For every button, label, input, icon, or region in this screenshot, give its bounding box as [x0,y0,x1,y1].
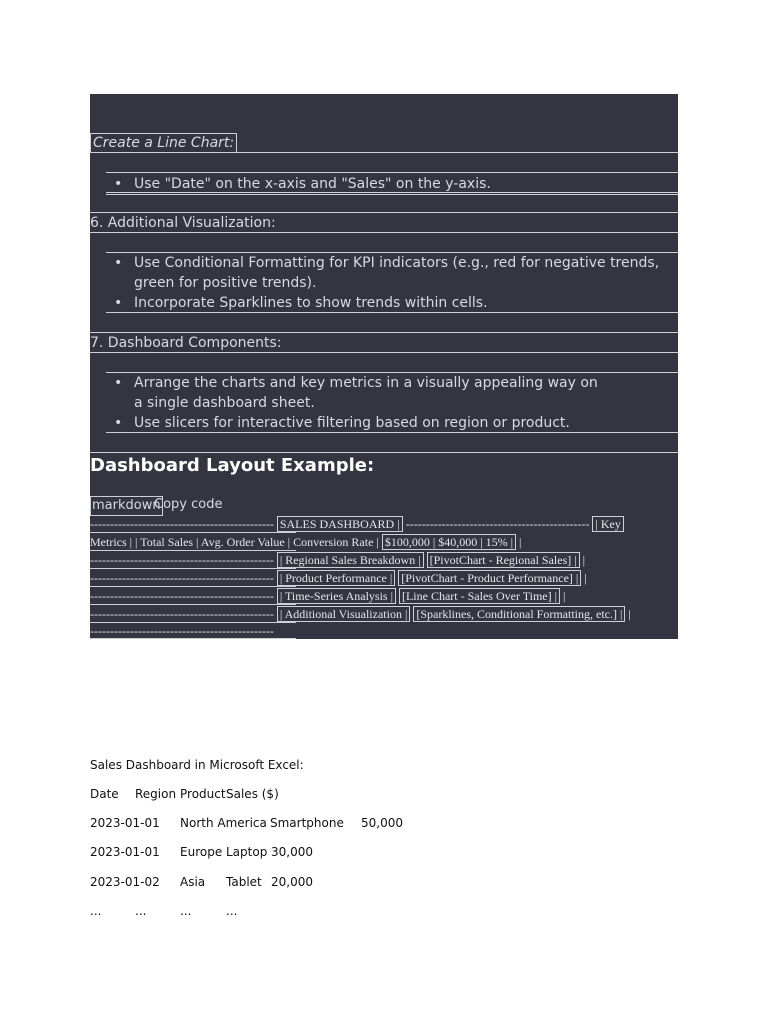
section-7-heading: 7. Dashboard Components: [90,335,282,351]
code-box: SALES DASHBOARD | [277,516,403,532]
code-box: [PivotChart - Product Performance] | [398,570,581,586]
code-line [90,570,587,586]
cell-region: Europe [180,845,223,859]
code-line [90,552,585,568]
code-text: Conversion Rate | [293,535,379,549]
dash-rule: ---------------------------------------------- [90,589,274,603]
code-line [90,606,631,622]
code-text: | [563,589,566,603]
dash-rule: ---------------------------------------------- [90,607,274,621]
cell-date: 2023-01-01 [90,845,160,859]
list-item: • Use slicers for interactive filtering based on region or product. [106,413,606,433]
dash-rule: ---------------------------------------------- [90,624,274,638]
column-header-sales: Sales ($) [226,787,279,801]
code-box: | Additional Visualization | [277,606,411,622]
cell-sales: 30,000 [271,845,313,859]
column-header-date: Date [90,787,119,801]
section-7-bullet-list [106,373,606,433]
code-line [90,534,521,550]
cell-product: Laptop [226,845,268,859]
code-text: | [584,571,587,585]
chat-response-panel [90,94,678,639]
code-box: [Sparklines, Conditional Formatting, etc.] | [413,606,625,622]
code-line [90,516,624,532]
list-item: • Use Conditional Formatting for KPI indicators (e.g., red for negative trends, green for positive trends). [106,253,674,293]
cell-ellipsis: ... [135,904,147,918]
dash-rule: ---------------------------------------------- [90,571,274,585]
dash-rule: ---------------------------------------------- [90,553,274,567]
code-text: | [519,535,522,549]
code-box: | Key [592,516,623,532]
cell-region: Asia [180,875,206,889]
code-language-label: markdown [90,496,163,516]
sample-title: Sales Dashboard in Microsoft Excel: [90,758,304,772]
cell-sales: 50,000 [361,816,403,830]
list-item: • Incorporate Sparklines to show trends within cells. [106,293,674,313]
dash-rule: ---------------------------------------------- [405,517,590,531]
code-text: | [628,607,631,621]
cell-date: 2023-01-01 [90,816,160,830]
code-line [90,588,565,604]
cell-product: Smartphone [270,816,344,830]
cell-ellipsis: ... [90,904,102,918]
column-header-region: Region [135,787,177,801]
dash-rule: ---------------------------------------------- [90,517,274,531]
cell-ellipsis: ... [226,904,238,918]
column-header-product: Product [180,787,226,801]
cell-sales: 20,000 [271,875,313,889]
section-6-heading: 6. Additional Visualization: [90,215,276,231]
code-box: | Time-Series Analysis | [277,588,396,604]
code-box: | Regional Sales Breakdown | [277,552,424,568]
code-box: [Line Chart - Sales Over Time] | [399,588,560,604]
code-text: | [582,553,586,567]
cell-product: Tablet [226,875,262,889]
section-6-bullet-list [106,253,674,313]
cell-region: North America [180,816,267,830]
code-box: | Product Performance | [277,570,395,586]
cell-date: 2023-01-02 [90,875,160,889]
layout-example-heading: Dashboard Layout Example: [90,455,375,476]
list-item: • Use "Date" on the x-axis and "Sales" on the y-axis. [106,174,678,194]
list-item: • Arrange the charts and key metrics in a visually appealing way on a single dashboard sheet. [106,373,606,413]
code-box: $100,000 | $40,000 | 15% | [382,534,516,550]
copy-code-button[interactable]: Copy code [154,497,223,512]
code-line [90,623,274,639]
code-box: [PivotChart - Regional Sales] | [427,552,580,568]
code-text: Metrics | | Total Sales | Avg. Order Value | [90,535,291,549]
cell-ellipsis: ... [180,904,192,918]
line-chart-bullet-list [106,174,678,194]
line-chart-heading: Create a Line Chart: [90,133,237,153]
